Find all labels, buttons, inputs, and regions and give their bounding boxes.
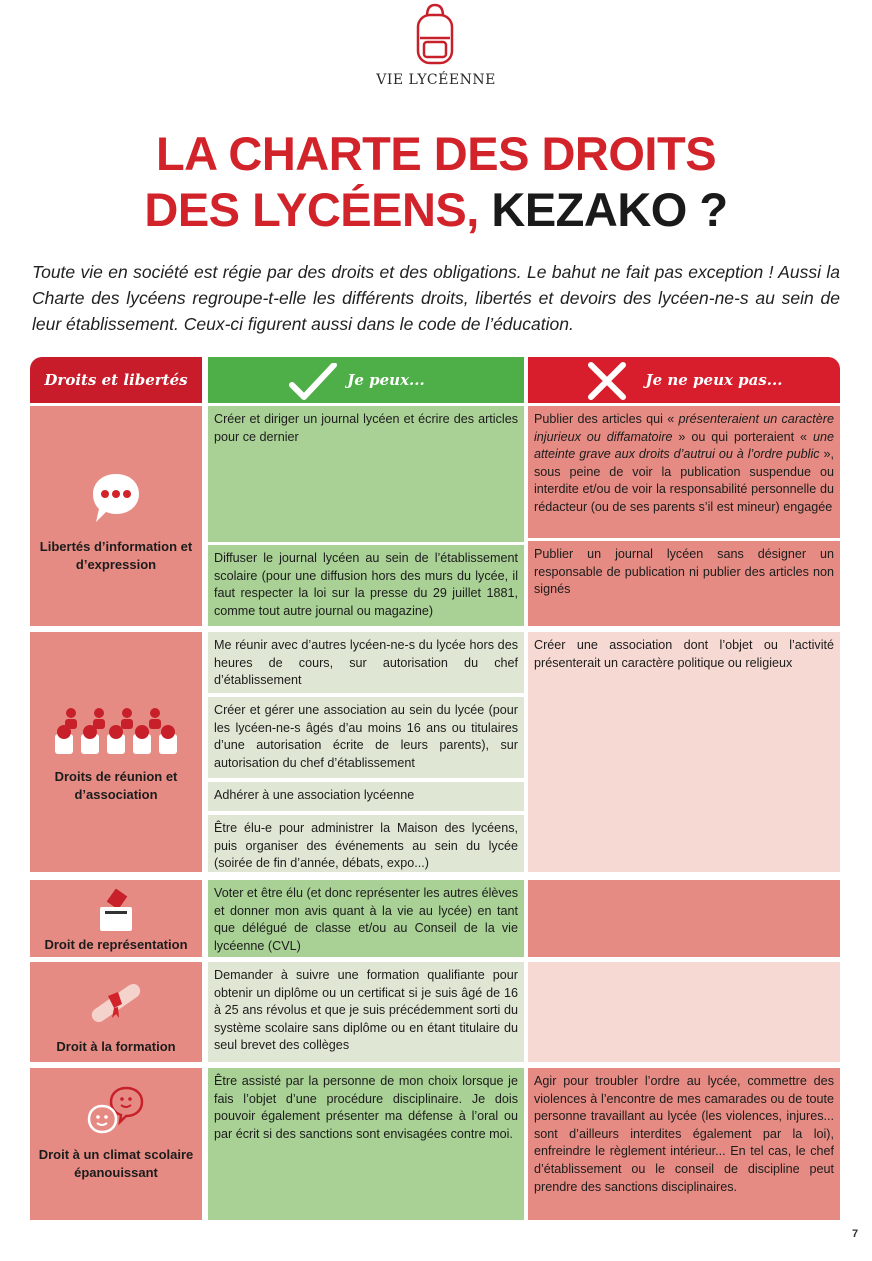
peux-cell: Adhérer à une association lycéenne xyxy=(208,782,524,811)
row-label-reunion: Droits de réunion et d’association xyxy=(30,632,202,872)
row-label-representation: Droit de représentation xyxy=(30,880,202,957)
peux-cell: Voter et être élu (et donc représenter les autres élèves et donner mon avis quant à la vie au lycée) en tant que délégué de classe et/ou au Conseil de la vie lycéenne (CVL) xyxy=(208,880,524,957)
peux-pas-cell: Agir pour troubler l’ordre au lycée, commettre des violences à l’encontre de mes camarades ou de toute personne travaillant au lycée (les violences, injures... sont d’ailleurs interdites également par la loi), enfreindre le règlement intérieur... En tel cas, le chef d’établissement ou le conseil de discipline peut prendre des sanctions disciplinaires. xyxy=(528,1068,840,1220)
peux-cell: Être assisté par la personne de mon choix lorsque je fais l’objet d’une procédure disciplinaire. Je dois pouvoir également présenter ma défense à l’oral ou par écrit si des sanctions sont envisagées contre moi. xyxy=(208,1068,524,1220)
peux-cell: Me réunir avec d’autres lycéen-ne-s du lycée hors des heures de cours, sur autorisation du chef d’établissement xyxy=(208,632,524,693)
row-label-information: Libertés d’information et d’expression xyxy=(30,406,202,626)
ballot-box-icon xyxy=(96,889,136,933)
checkmark-icon xyxy=(288,363,338,403)
chat-faces-icon xyxy=(86,1084,146,1140)
cross-icon xyxy=(586,360,628,402)
page-number: 7 xyxy=(852,1228,859,1240)
peux-cell: Demander à suivre une formation qualifiante pour obtenir un diplôme ou un certificat si je suis âgé de 16 à 25 ans révolus et que je suis précédemment sorti du système scolaire sans diplôme ou en étant titulaire du seul brevet des collèges xyxy=(208,962,524,1062)
speech-bubble-icon xyxy=(90,470,142,528)
column-header-peux: Je peux... xyxy=(208,357,524,403)
diploma-icon xyxy=(84,974,148,1030)
row-label-formation: Droit à la formation xyxy=(30,962,202,1062)
column-header-droits: Droits et libertés xyxy=(30,357,202,403)
peux-pas-cell: Créer une association dont l’objet ou l’activité présenterait un caractère politique ou religieux xyxy=(528,632,840,872)
peux-pas-cell xyxy=(528,962,840,1062)
peux-cell: Créer et diriger un journal lycéen et écrire des articles pour ce dernier xyxy=(208,406,524,542)
row-label-climat: Droit à un climat scolaire épanouissant xyxy=(30,1068,202,1220)
crowd-icon xyxy=(53,704,179,756)
backpack-icon xyxy=(410,2,460,66)
peux-cell: Diffuser le journal lycéen au sein de l’établissement scolaire (pour une diffusion hors des murs du lycée, il faut respecter la loi sur la presse du 29 juillet 1881, comme tout autre journal ou magazine) xyxy=(208,545,524,626)
section-label: VIE LYCÉENNE xyxy=(376,72,496,88)
peux-pas-cell xyxy=(528,880,840,957)
intro-paragraph: Toute vie en société est régie par des droits et des obligations. Le bahut ne fait pas exception ! Aussi la Charte des lycéens regroupe-t-elle les différents droits, libertés et devoirs des lycéen-ne-s au sein de leur établissement. Ceux-ci figurent aussi dans le code de l’éducation. xyxy=(32,262,840,334)
peux-pas-cell: Publier des articles qui « présenteraient un caractère injurieux ou diffamatoire » ou qui porteraient « une atteinte grave aux droits d’autrui ou à l’ordre public », sous peine de voir la publication suspendue ou interdite et/ou de voir la responsabilité personnelle du rédacteur (ou de ses parents s’il est mineur) engagée xyxy=(528,406,840,538)
column-header-peux-pas: Je ne peux pas... xyxy=(528,357,840,403)
peux-cell: Être élu-e pour administrer la Maison des lycéens, puis organiser des événements au sein du lycée (soirée de fin d’année, débats, expo...) xyxy=(208,815,524,872)
page-title: LA CHARTE DES DROITS DES LYCÉENS, KEZAKO ? xyxy=(144,127,728,236)
peux-pas-cell: Publier un journal lycéen sans désigner un responsable de publication ni publier des articles non signés xyxy=(528,541,840,626)
peux-cell: Créer et gérer une association au sein du lycée (pour les lycéen-ne-s âgés d’au moins 16 ans ou titulaires d’une autorisation écrite de leurs parents), sur autorisation du chef d’établissement xyxy=(208,697,524,778)
